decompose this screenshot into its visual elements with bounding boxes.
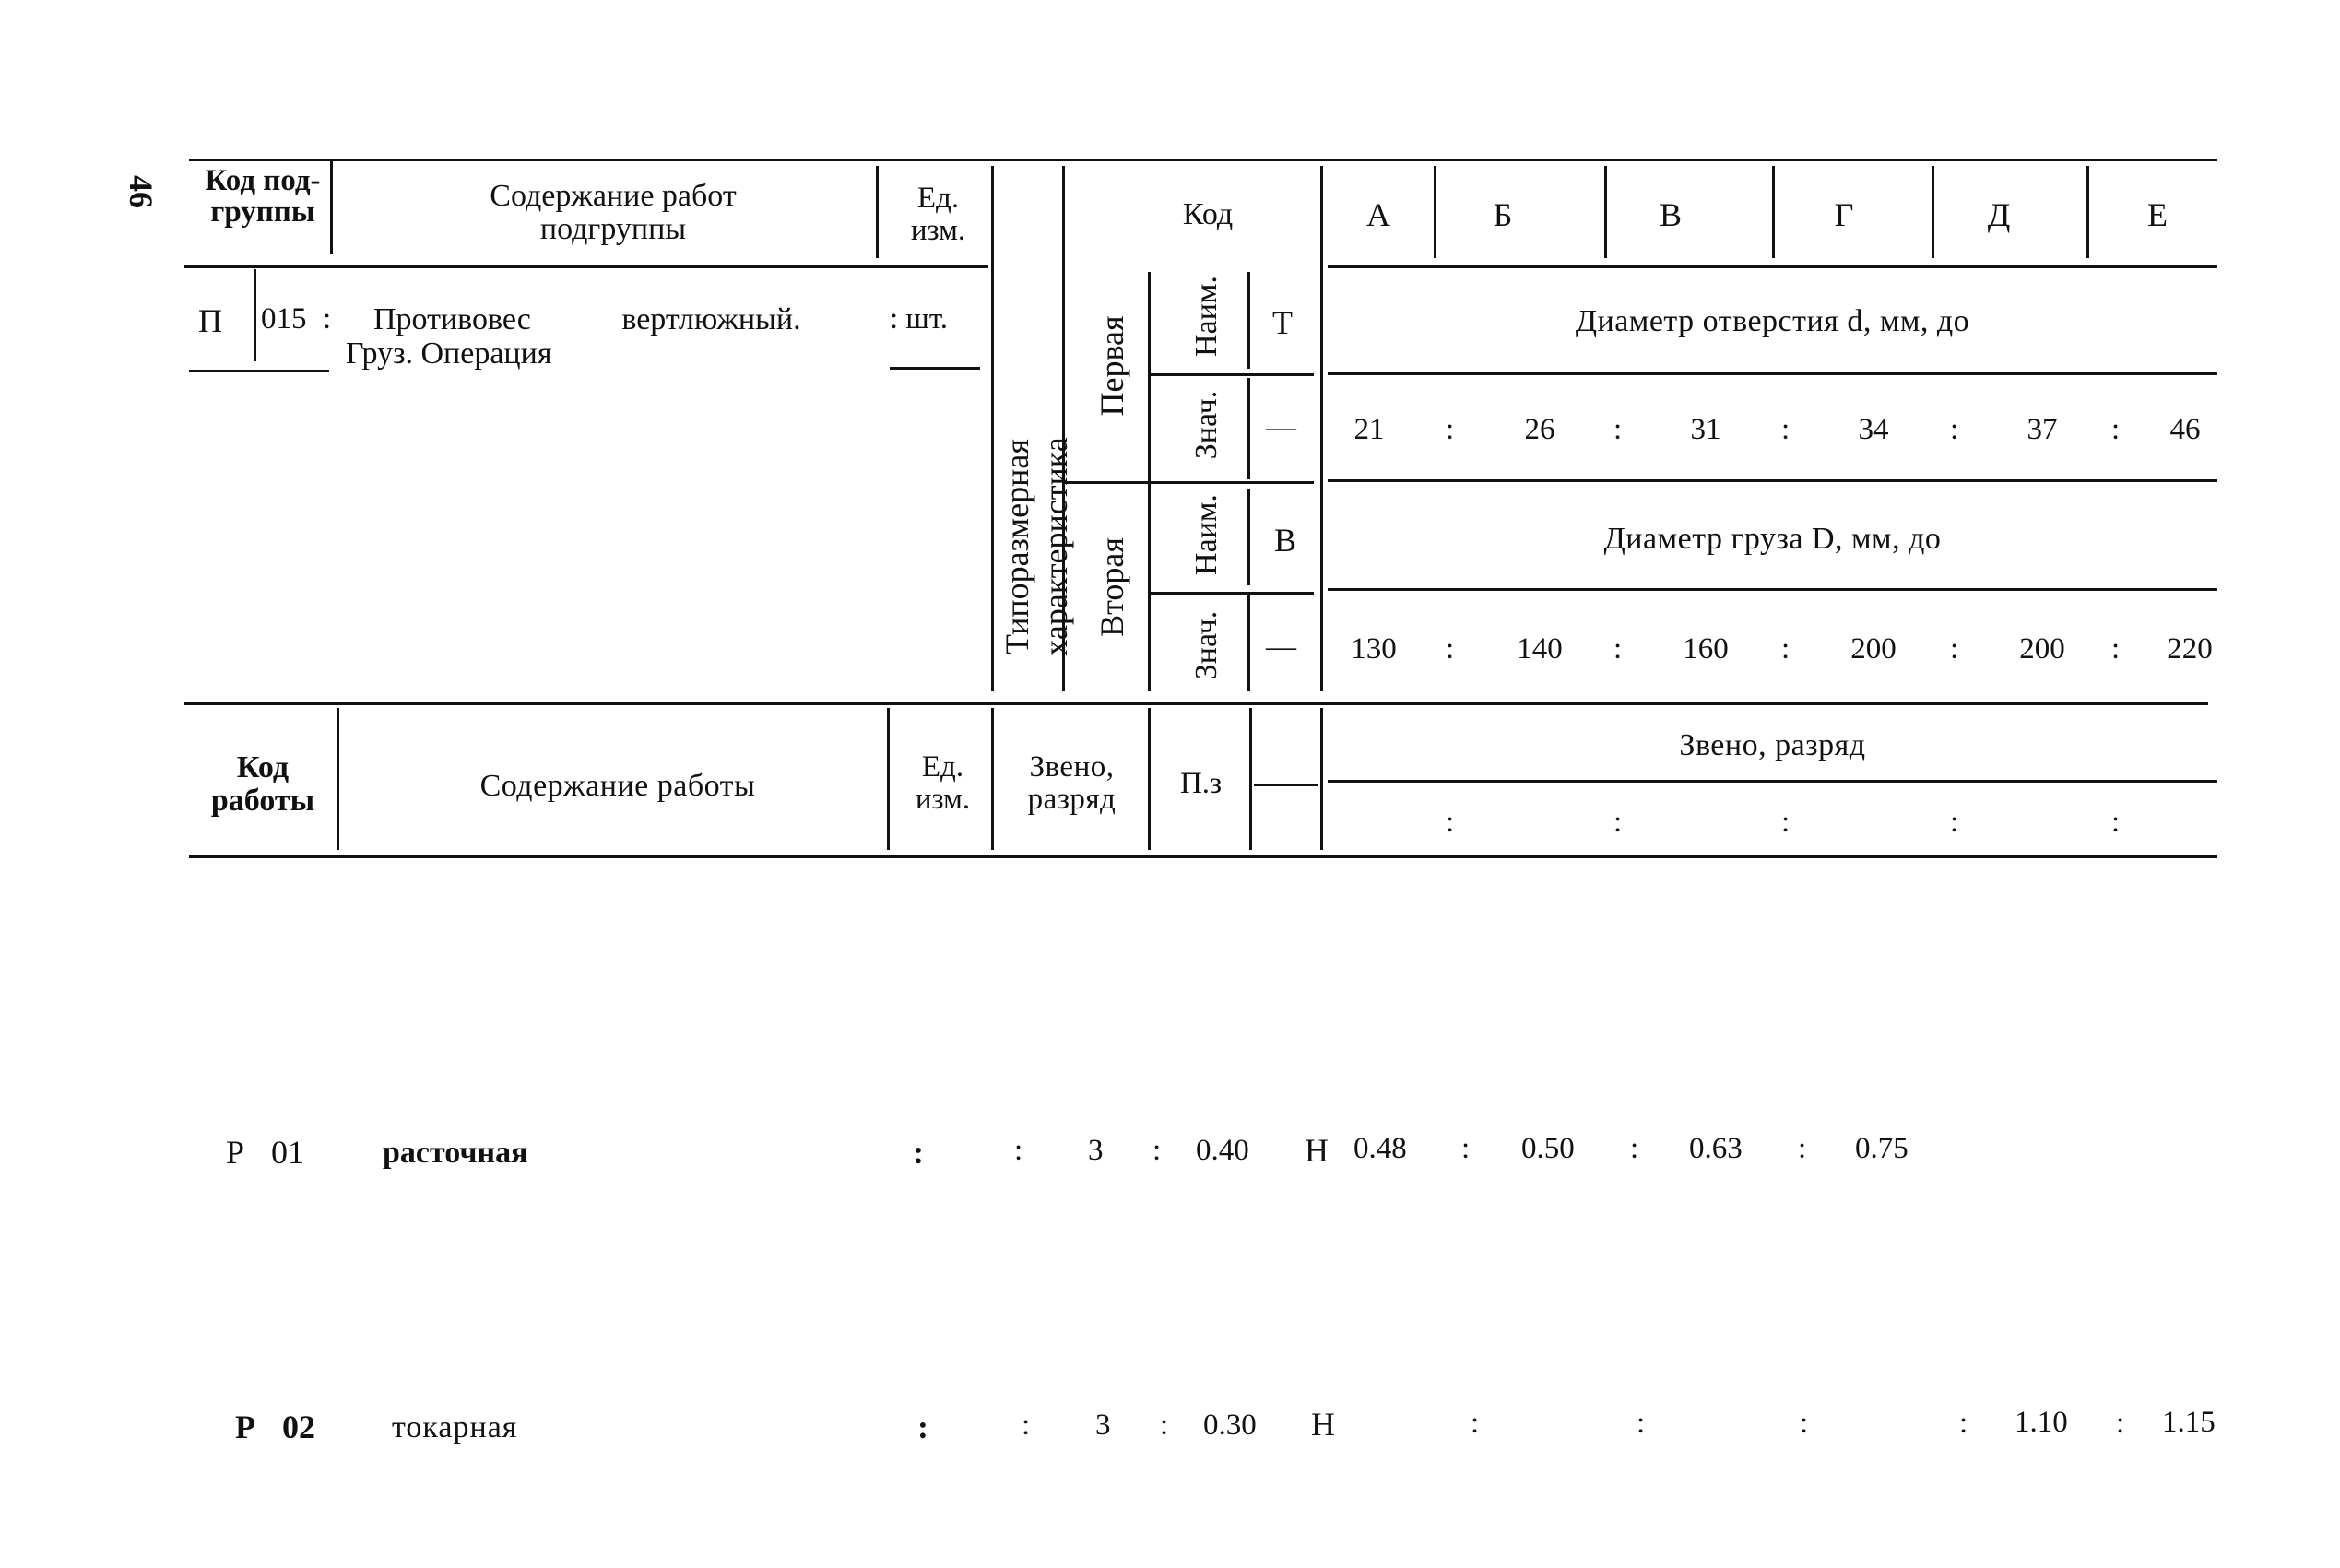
zveno-sep: : <box>2111 806 2121 839</box>
first-value-sep: : <box>1781 413 1790 446</box>
second-char-name: Диаметр груза D, мм, до <box>1603 522 1942 556</box>
first-char-dash: — <box>1266 411 1296 444</box>
second-value-g: 200 <box>1850 632 1897 666</box>
work-value-sep: : <box>1798 1132 1807 1165</box>
first-value-sep: : <box>1446 413 1455 446</box>
subgroup-unit: : шт. <box>890 302 949 336</box>
second-value-b: 140 <box>1517 632 1563 666</box>
first-value-a: 21 <box>1353 413 1385 446</box>
second-znach-label: Знач. <box>1189 610 1223 680</box>
second-value-sep: : <box>1781 632 1790 666</box>
work-zveno-sep: : <box>1022 1409 1031 1442</box>
work-value-e: 1.15 <box>2162 1406 2216 1439</box>
work-code-header: Код работы <box>210 750 315 818</box>
subgroup-letter: П <box>198 302 222 339</box>
work-pz-sep: : <box>1160 1409 1169 1442</box>
work-pz: 0.40 <box>1196 1134 1249 1167</box>
second-value-sep: : <box>1613 632 1623 666</box>
work-unit: : <box>917 1409 928 1445</box>
work-pz-header: П.з <box>1179 767 1223 800</box>
first-value-e: 46 <box>2169 413 2201 446</box>
work-value-sep: : <box>1800 1407 1809 1440</box>
work-value-b: 0.50 <box>1521 1132 1575 1165</box>
work-zveno: 3 <box>1095 1409 1111 1442</box>
subgroup-name-line2: Груз. Операция <box>346 336 552 371</box>
subgroup-code-sep: : <box>323 302 332 336</box>
first-value-sep: : <box>1950 413 1959 446</box>
first-value-v: 31 <box>1690 413 1721 446</box>
work-content-header: Содержание работы <box>479 769 756 803</box>
work-value-g: 0.75 <box>1855 1132 1909 1165</box>
subgroup-content-header: Содержание работ подгруппы <box>490 179 737 246</box>
work-code: Р 02 <box>235 1409 315 1445</box>
second-value-sep: : <box>1950 632 1959 666</box>
col-header-e: Е <box>2147 196 2168 233</box>
second-char-code: В <box>1274 522 1297 559</box>
subgroup-code-header: Код под-группы <box>205 164 321 229</box>
work-pz: 0.30 <box>1203 1409 1257 1442</box>
second-naim-label: Наим. <box>1189 494 1223 575</box>
col-header-a: А <box>1366 196 1390 233</box>
first-value-sep: : <box>2111 413 2121 446</box>
work-value-sep: : <box>2116 1407 2125 1440</box>
unit-header: Ед. изм. <box>910 182 966 247</box>
col-header-d: Д <box>1987 196 2011 233</box>
first-value-d: 37 <box>2027 413 2058 446</box>
second-char-dash: — <box>1266 631 1296 664</box>
col-header-v: В <box>1659 196 1682 233</box>
work-value-sep: : <box>1959 1407 1968 1440</box>
first-char-name: Диаметр отверстия d, мм, до <box>1575 304 1970 338</box>
zveno-sep: : <box>1446 806 1455 839</box>
work-value-a: 0.48 <box>1353 1132 1407 1165</box>
second-value-v: 160 <box>1683 632 1729 666</box>
page-number: 46 <box>123 175 160 208</box>
work-zveno: 3 <box>1088 1134 1104 1167</box>
second-value-a: 130 <box>1351 632 1397 666</box>
work-pz-sep: : <box>1152 1134 1162 1167</box>
first-char-code: Т <box>1272 304 1293 341</box>
zveno-sep: : <box>1781 806 1790 839</box>
col-header-b: Б <box>1493 196 1513 233</box>
work-name: расточная <box>383 1136 528 1170</box>
work-zveno-header: Звено, разряд <box>1027 750 1117 816</box>
second-value-sep: : <box>2111 632 2121 666</box>
kod-header: Код <box>1182 197 1234 231</box>
second-value-e: 220 <box>2167 632 2213 666</box>
zveno-sep: : <box>1613 806 1623 839</box>
zveno-sep: : <box>1950 806 1959 839</box>
second-value-sep: : <box>1446 632 1455 666</box>
subgroup-code: 015 <box>261 302 307 336</box>
col-header-g: Г <box>1834 196 1854 233</box>
work-zveno-sep: : <box>1014 1134 1023 1167</box>
work-unit: : <box>913 1134 924 1171</box>
work-n: Н <box>1311 1406 1335 1443</box>
work-value-sep: : <box>1461 1132 1471 1165</box>
work-name: токарная <box>392 1410 518 1444</box>
work-value-sep: : <box>1637 1407 1646 1440</box>
first-value-sep: : <box>1613 413 1623 446</box>
work-code: Р 01 <box>226 1134 305 1171</box>
size-characteristic-label: Типоразмерная характеристика <box>999 437 1075 656</box>
work-value-v: 0.63 <box>1689 1132 1743 1165</box>
first-naim-label: Наим. <box>1189 276 1223 357</box>
first-znach-label: Знач. <box>1189 390 1223 460</box>
work-value-sep: : <box>1471 1407 1480 1440</box>
first-char-label: Первая <box>1093 315 1130 417</box>
first-value-b: 26 <box>1524 413 1555 446</box>
work-value-sep: : <box>1630 1132 1639 1165</box>
second-char-label: Вторая <box>1093 537 1130 637</box>
work-n: Н <box>1305 1132 1329 1169</box>
first-value-g: 34 <box>1858 413 1889 446</box>
work-unit-header: Ед. изм. <box>915 750 971 816</box>
work-value-d: 1.10 <box>2015 1406 2068 1439</box>
work-zveno-span-header: Звено, разряд <box>1679 728 1866 762</box>
subgroup-name-line1: Противовес вертлюжный. <box>373 302 801 336</box>
second-value-d: 200 <box>2019 632 2065 666</box>
